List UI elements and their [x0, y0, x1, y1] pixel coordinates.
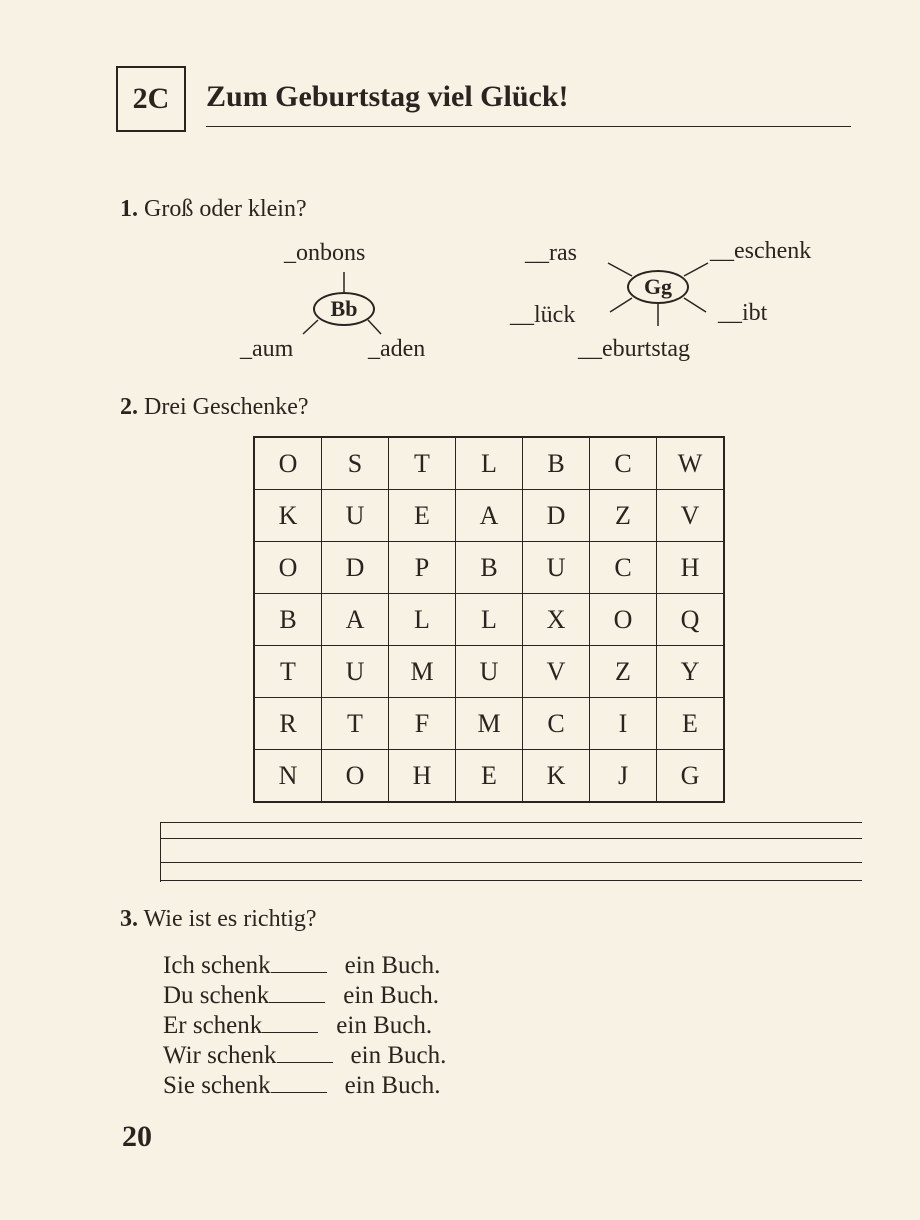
gg-bubble [627, 270, 689, 304]
sentence-rest: ein Buch. [344, 1072, 441, 1099]
grid-cell[interactable]: I [590, 698, 657, 750]
sentence-5 [163, 1072, 440, 1100]
grid-cell[interactable]: B [523, 437, 590, 490]
gg-label: Gg [643, 274, 673, 299]
grid-cell[interactable]: L [456, 437, 523, 490]
grid-cell[interactable]: H [389, 750, 456, 803]
sentence-rest: ein Buch. [336, 1012, 433, 1039]
task-3-prompt: Wie ist es richtig? [143, 906, 317, 932]
sentence-1 [163, 952, 440, 980]
sentence-blank[interactable] [269, 1001, 325, 1003]
sentence-subject: Ich schenk [163, 952, 271, 979]
grid-row [254, 750, 724, 803]
task-1-number: 1. [120, 196, 138, 222]
sentence-rest: ein Buch. [344, 952, 441, 979]
sentence-rest: ein Buch. [343, 982, 440, 1009]
grid-row [254, 490, 724, 542]
grid-cell[interactable]: U [456, 646, 523, 698]
word-onbons: _onbons [284, 240, 366, 266]
grid-cell[interactable]: C [590, 542, 657, 594]
grid-cell[interactable]: W [657, 437, 725, 490]
grid-row [254, 698, 724, 750]
grid-cell[interactable]: O [254, 437, 322, 490]
grid-row [254, 542, 724, 594]
sentence-subject: Du schenk [163, 982, 270, 1009]
grid-cell[interactable]: G [657, 750, 725, 803]
grid-cell[interactable]: T [389, 437, 456, 490]
answer-line [160, 862, 862, 863]
grid-cell[interactable]: T [254, 646, 322, 698]
task-2-number: 2. [120, 394, 138, 420]
grid-cell[interactable]: K [254, 490, 322, 542]
grid-cell[interactable]: J [590, 750, 657, 803]
grid-cell[interactable]: Y [657, 646, 725, 698]
grid-row [254, 646, 724, 698]
page-title: Zum Geburtstag viel Glück! [206, 80, 569, 113]
sentence-rest: ein Buch. [350, 1042, 447, 1069]
grid-cell[interactable]: N [254, 750, 322, 803]
grid-cell[interactable]: E [456, 750, 523, 803]
page-number: 20 [122, 1120, 152, 1153]
word-ibt: __ibt [718, 300, 768, 326]
grid-cell[interactable]: O [254, 542, 322, 594]
grid-cell[interactable]: A [456, 490, 523, 542]
grid-cell[interactable]: U [322, 646, 389, 698]
sentence-subject: Sie schenk [163, 1072, 271, 1099]
sentence-subject: Wir schenk [163, 1042, 277, 1069]
grid-cell[interactable]: H [657, 542, 725, 594]
grid-cell[interactable]: T [322, 698, 389, 750]
sentence-blank[interactable] [271, 971, 327, 973]
sentence-4 [163, 1042, 446, 1070]
word-ras: __ras [525, 240, 577, 266]
answer-box-edge [160, 822, 161, 882]
grid-cell[interactable]: B [456, 542, 523, 594]
grid-cell[interactable]: X [523, 594, 590, 646]
grid-cell[interactable]: V [657, 490, 725, 542]
word-eschenk: __eschenk [710, 238, 812, 264]
grid-row [254, 594, 724, 646]
bb-bubble [313, 292, 375, 326]
grid-cell[interactable]: O [322, 750, 389, 803]
grid-cell[interactable]: L [389, 594, 456, 646]
grid-cell[interactable]: Q [657, 594, 725, 646]
task-2-prompt: Drei Geschenke? [144, 394, 309, 420]
grid-cell[interactable]: A [322, 594, 389, 646]
grid-cell[interactable]: M [456, 698, 523, 750]
task-3-number: 3. [120, 906, 138, 932]
task-1-prompt: Groß oder klein? [144, 196, 307, 222]
grid-cell[interactable]: C [523, 698, 590, 750]
letter-grid [253, 436, 725, 803]
word-aum: _aum [240, 336, 294, 362]
word-lueck: __lück [510, 302, 576, 328]
grid-cell[interactable]: C [590, 437, 657, 490]
task-3-heading [120, 906, 317, 933]
grid-cell[interactable]: V [523, 646, 590, 698]
sentence-blank[interactable] [271, 1091, 327, 1093]
grid-cell[interactable]: Z [590, 490, 657, 542]
grid-cell[interactable]: F [389, 698, 456, 750]
sentence-blank[interactable] [262, 1031, 318, 1033]
grid-cell[interactable]: B [254, 594, 322, 646]
grid-cell[interactable]: U [322, 490, 389, 542]
grid-cell[interactable]: K [523, 750, 590, 803]
grid-cell[interactable]: P [389, 542, 456, 594]
grid-cell[interactable]: Z [590, 646, 657, 698]
bb-label: Bb [330, 296, 358, 321]
sentence-blank[interactable] [277, 1061, 333, 1063]
grid-cell[interactable]: D [523, 490, 590, 542]
answer-line [160, 880, 862, 881]
grid-cell[interactable]: U [523, 542, 590, 594]
grid-row [254, 437, 724, 490]
answer-line [160, 838, 862, 839]
grid-cell[interactable]: M [389, 646, 456, 698]
word-eburtstag: __eburtstag [578, 336, 690, 362]
grid-cell[interactable]: L [456, 594, 523, 646]
grid-cell[interactable]: E [657, 698, 725, 750]
answer-lines [160, 822, 862, 882]
task-2-heading [120, 394, 309, 421]
grid-cell[interactable]: D [322, 542, 389, 594]
answer-line [160, 822, 862, 823]
grid-cell[interactable]: E [389, 490, 456, 542]
sentence-subject: Er schenk [163, 1012, 263, 1039]
unit-label: 2C [132, 82, 170, 115]
grid-cell[interactable]: R [254, 698, 322, 750]
grid-cell[interactable]: S [322, 437, 389, 490]
grid-cell[interactable]: O [590, 594, 657, 646]
word-aden: _aden [368, 336, 426, 362]
sentence-3 [163, 1012, 432, 1040]
sentence-2 [163, 982, 439, 1010]
